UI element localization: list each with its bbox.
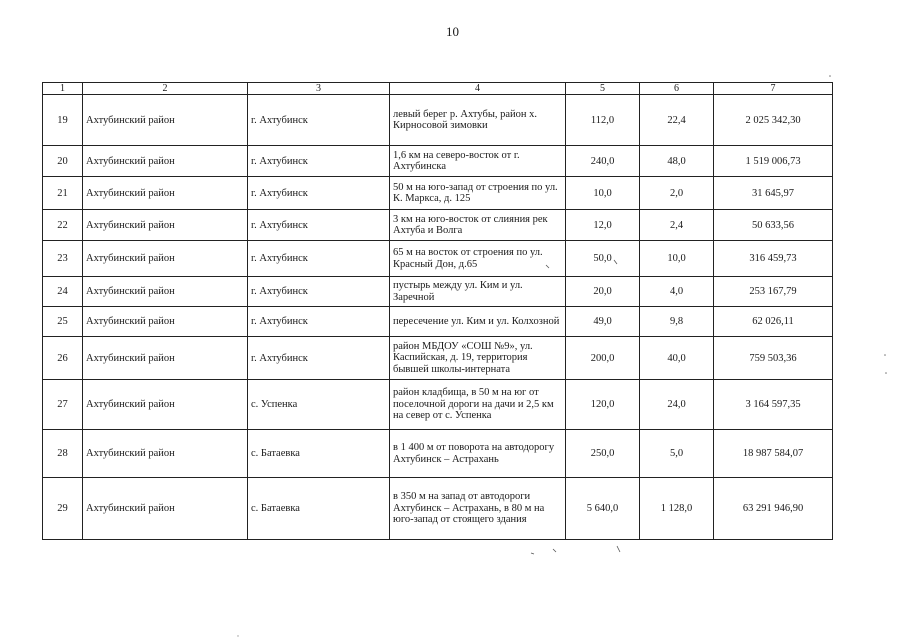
location-cell: пустырь между ул. Ким и ул. Заречной xyxy=(390,277,566,307)
table-row xyxy=(43,307,833,337)
table-row xyxy=(43,241,833,277)
settlement-cell: г. Ахтубинск xyxy=(248,307,390,337)
col5-cell: 112,0 xyxy=(566,95,640,146)
col7-cell: 253 167,79 xyxy=(714,277,833,307)
col7-cell: 316 459,73 xyxy=(714,241,833,277)
col6-cell: 10,0 xyxy=(640,241,714,277)
column-header-1: 1 xyxy=(43,83,83,95)
settlement-cell: с. Батаевка xyxy=(248,478,390,540)
district-cell: Ахтубинский район xyxy=(83,277,248,307)
settlement-cell: с. Успенка xyxy=(248,380,390,430)
row-number: 29 xyxy=(43,478,83,540)
header-row xyxy=(43,83,833,95)
location-cell: левый берег р. Ахтубы, район х. Кирносовой зимовки xyxy=(390,95,566,146)
row-number: 26 xyxy=(43,337,83,380)
district-cell: Ахтубинский район xyxy=(83,241,248,277)
data-table xyxy=(42,82,833,540)
location-cell: пересечение ул. Ким и ул. Колхозной xyxy=(390,307,566,337)
district-cell: Ахтубинский район xyxy=(83,307,248,337)
location-cell: 50 м на юго-запад от строения по ул. К. Маркса, д. 125 xyxy=(390,177,566,210)
location-cell: в 350 м на запад от автодороги Ахтубинск – Астрахань, в 80 м на юго-запад от стоящего здания xyxy=(390,478,566,540)
column-header-6: 6 xyxy=(640,83,714,95)
row-number: 19 xyxy=(43,95,83,146)
table-row xyxy=(43,210,833,241)
col6-cell: 1 128,0 xyxy=(640,478,714,540)
col6-cell: 48,0 xyxy=(640,146,714,177)
district-cell: Ахтубинский район xyxy=(83,146,248,177)
col5-cell: 49,0 xyxy=(566,307,640,337)
col7-cell: 2 025 342,30 xyxy=(714,95,833,146)
row-number: 22 xyxy=(43,210,83,241)
settlement-cell: г. Ахтубинск xyxy=(248,95,390,146)
district-cell: Ахтубинский район xyxy=(83,430,248,478)
row-number: 23 xyxy=(43,241,83,277)
col5-cell: 200,0 xyxy=(566,337,640,380)
table-row xyxy=(43,380,833,430)
table-row xyxy=(43,146,833,177)
row-number: 25 xyxy=(43,307,83,337)
col6-cell: 22,4 xyxy=(640,95,714,146)
col7-cell: 759 503,36 xyxy=(714,337,833,380)
column-header-5: 5 xyxy=(566,83,640,95)
col6-cell: 2,4 xyxy=(640,210,714,241)
district-cell: Ахтубинский район xyxy=(83,337,248,380)
location-cell: 1,6 км на северо-восток от г. Ахтубинска xyxy=(390,146,566,177)
district-cell: Ахтубинский район xyxy=(83,95,248,146)
column-header-2: 2 xyxy=(83,83,248,95)
col5-cell: 5 640,0 xyxy=(566,478,640,540)
table-row xyxy=(43,177,833,210)
col6-cell: 24,0 xyxy=(640,380,714,430)
col7-cell: 62 026,11 xyxy=(714,307,833,337)
col6-cell: 5,0 xyxy=(640,430,714,478)
column-header-7: 7 xyxy=(714,83,833,95)
table-row xyxy=(43,337,833,380)
location-cell: 65 м на восток от строения по ул. Красный Дон, д.65 xyxy=(390,241,566,277)
col6-cell: 40,0 xyxy=(640,337,714,380)
row-number: 27 xyxy=(43,380,83,430)
district-cell: Ахтубинский район xyxy=(83,177,248,210)
district-cell: Ахтубинский район xyxy=(83,478,248,540)
col5-cell: 120,0 xyxy=(566,380,640,430)
col6-cell: 4,0 xyxy=(640,277,714,307)
location-cell: район кладбища, в 50 м на юг от поселочной дороги на дачи и 2,5 км на север от с. Успенка xyxy=(390,380,566,430)
district-cell: Ахтубинский район xyxy=(83,380,248,430)
settlement-cell: г. Ахтубинск xyxy=(248,277,390,307)
location-cell: район МБДОУ «СОШ №9», ул. Каспийская, д. 19, территория бывшей школы-интерната xyxy=(390,337,566,380)
row-number: 28 xyxy=(43,430,83,478)
table-row xyxy=(43,277,833,307)
col5-cell: 10,0 xyxy=(566,177,640,210)
settlement-cell: с. Батаевка xyxy=(248,430,390,478)
column-header-3: 3 xyxy=(248,83,390,95)
col7-cell: 31 645,97 xyxy=(714,177,833,210)
district-cell: Ахтубинский район xyxy=(83,210,248,241)
col7-cell: 18 987 584,07 xyxy=(714,430,833,478)
settlement-cell: г. Ахтубинск xyxy=(248,337,390,380)
col5-cell: 50,0 xyxy=(566,241,640,277)
row-number: 20 xyxy=(43,146,83,177)
column-header-4: 4 xyxy=(390,83,566,95)
table-row xyxy=(43,478,833,540)
col6-cell: 2,0 xyxy=(640,177,714,210)
settlement-cell: г. Ахтубинск xyxy=(248,241,390,277)
col7-cell: 63 291 946,90 xyxy=(714,478,833,540)
page-number: 10 xyxy=(446,24,459,39)
table-row xyxy=(43,430,833,478)
col5-cell: 240,0 xyxy=(566,146,640,177)
settlement-cell: г. Ахтубинск xyxy=(248,146,390,177)
col6-cell: 9,8 xyxy=(640,307,714,337)
location-cell: в 1 400 м от поворота на автодорогу Ахтубинск – Астрахань xyxy=(390,430,566,478)
col7-cell: 50 633,56 xyxy=(714,210,833,241)
row-number: 24 xyxy=(43,277,83,307)
col5-cell: 250,0 xyxy=(566,430,640,478)
table-row xyxy=(43,95,833,146)
location-cell: 3 км на юго-восток от слияния рек Ахтуба и Волга xyxy=(390,210,566,241)
col7-cell: 3 164 597,35 xyxy=(714,380,833,430)
settlement-cell: г. Ахтубинск xyxy=(248,177,390,210)
col5-cell: 20,0 xyxy=(566,277,640,307)
settlement-cell: г. Ахтубинск xyxy=(248,210,390,241)
row-number: 21 xyxy=(43,177,83,210)
col7-cell: 1 519 006,73 xyxy=(714,146,833,177)
col5-cell: 12,0 xyxy=(566,210,640,241)
